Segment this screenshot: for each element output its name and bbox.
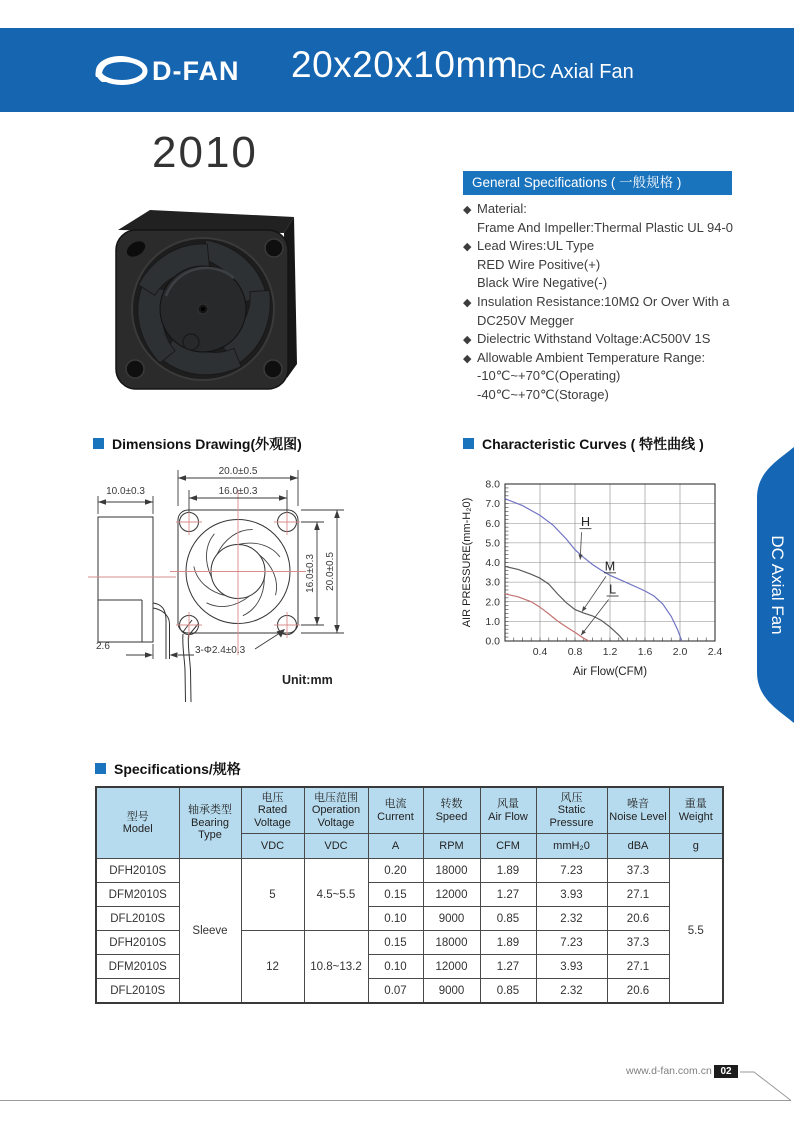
x-tick-label: 1.2 xyxy=(602,646,618,658)
specifications-heading: Specifications/规格 xyxy=(95,759,241,779)
column-header: 噪音 Noise Level xyxy=(607,787,669,834)
spec-item: ◆ Material: xyxy=(464,200,779,219)
cell-current: 0.15 xyxy=(368,931,423,955)
cell-model: DFL2010S xyxy=(96,907,179,931)
cell-speed: 9000 xyxy=(423,979,480,1004)
table-row xyxy=(96,859,723,883)
y-tick-label: 1.0 xyxy=(485,615,500,628)
cell-pressure: 2.32 xyxy=(536,907,607,931)
cell-noise: 37.3 xyxy=(607,931,669,955)
brand-name: D-FAN xyxy=(152,55,240,86)
cell-speed: 12000 xyxy=(423,955,480,979)
cell-noise: 27.1 xyxy=(607,955,669,979)
fan-photo xyxy=(114,206,299,391)
x-tick-label: 0.8 xyxy=(567,646,583,658)
cell-speed: 18000 xyxy=(423,859,480,883)
column-header: 电压范围 Operation Voltage xyxy=(304,787,368,834)
y-tick-label: 3.0 xyxy=(485,576,500,589)
dimensions-drawing xyxy=(88,456,448,714)
dim-wire-offset: 2.6 xyxy=(96,641,110,652)
cell-noise: 27.1 xyxy=(607,883,669,907)
cell-current: 0.10 xyxy=(368,907,423,931)
cell-weight: 5.5 xyxy=(669,859,723,1004)
y-tick-label: 8.0 xyxy=(485,478,500,491)
cell-bearing: Sleeve xyxy=(179,859,241,1004)
x-tick-label: 2.4 xyxy=(707,646,723,658)
cell-model: DFH2010S xyxy=(96,859,179,883)
label-arrowhead xyxy=(582,606,587,611)
cell-noise: 37.3 xyxy=(607,859,669,883)
x-tick-label: 1.6 xyxy=(637,646,653,658)
cell-voltage-range: 4.5~5.5 xyxy=(304,859,368,931)
column-header: 转数 Speed xyxy=(423,787,480,834)
unit-header: dBA xyxy=(607,834,669,859)
cell-airflow: 1.89 xyxy=(480,931,536,955)
spec-item: RED Wire Positive(+) xyxy=(477,256,601,272)
cell-model: DFM2010S xyxy=(96,955,179,979)
cell-pressure: 7.23 xyxy=(536,931,607,955)
column-header: 轴承类型 Bearing Type xyxy=(179,787,241,859)
cell-model: DFH2010S xyxy=(96,931,179,955)
cell-pressure: 3.93 xyxy=(536,883,607,907)
model-number: 2010 xyxy=(152,128,258,177)
y-tick-label: 6.0 xyxy=(485,517,500,530)
cell-model: DFL2010S xyxy=(96,979,179,1004)
cell-noise: 20.6 xyxy=(607,979,669,1004)
spec-item: ◆ Lead Wires:UL Type xyxy=(464,237,779,256)
column-header: 电压 Rated Voltage xyxy=(241,787,304,834)
page-number-badge: 02 xyxy=(714,1065,738,1078)
cell-voltage: 5 xyxy=(241,859,304,931)
cell-speed: 18000 xyxy=(423,931,480,955)
curve-L xyxy=(505,594,589,641)
cell-speed: 9000 xyxy=(423,907,480,931)
dimensions-heading: Dimensions Drawing(外观图) xyxy=(93,434,302,454)
general-specs-list xyxy=(464,200,779,405)
cell-noise: 20.6 xyxy=(607,907,669,931)
dim-unit: Unit:mm xyxy=(282,673,333,687)
x-axis-title: Air Flow(CFM) xyxy=(572,666,648,678)
y-tick-label: 2.0 xyxy=(485,596,500,609)
unit-header: CFM xyxy=(480,834,536,859)
website-url: www.d-fan.com.cn xyxy=(626,1065,712,1077)
label-arrowhead xyxy=(578,554,582,559)
cell-airflow: 0.85 xyxy=(480,979,536,1004)
dim-height-outer: 20.0±0.5 xyxy=(325,552,336,591)
cell-voltage: 12 xyxy=(241,931,304,1004)
cell-airflow: 1.27 xyxy=(480,955,536,979)
x-tick-label: 0.4 xyxy=(532,646,548,658)
unit-header: g xyxy=(669,834,723,859)
column-header: 电流 Current xyxy=(368,787,423,834)
y-tick-label: 5.0 xyxy=(485,537,500,550)
characteristic-curves-chart xyxy=(458,474,738,684)
blue-square-icon xyxy=(463,438,474,449)
curve-label-L: L xyxy=(609,582,617,597)
dim-hole-pitch-h: 16.0±0.3 xyxy=(218,486,258,497)
label-arrow-line xyxy=(582,576,606,611)
fan-swoosh-icon xyxy=(92,55,148,87)
unit-header: VDC xyxy=(304,834,368,859)
cell-airflow: 0.85 xyxy=(480,907,536,931)
page-subtitle: DC Axial Fan xyxy=(517,61,634,83)
unit-header: A xyxy=(368,834,423,859)
curve-label-H: H xyxy=(580,515,591,530)
side-tab-label: DC Axial Fan xyxy=(768,535,787,635)
specifications-table xyxy=(95,786,724,1004)
label-arrow-line xyxy=(581,600,609,636)
cell-airflow: 1.27 xyxy=(480,883,536,907)
general-specs-header: General Specifications ( 一般规格 ) xyxy=(463,171,732,195)
column-header: 型号 Model xyxy=(96,787,179,859)
spec-item: Frame And Impeller:Thermal Plastic UL 94-0 xyxy=(477,219,734,235)
spec-item: ◆ Dielectric Withstand Voltage:AC500V 1S xyxy=(464,330,779,349)
unit-header: mmH₂0 xyxy=(536,834,607,859)
y-tick-label: 4.0 xyxy=(485,557,500,569)
blue-square-icon xyxy=(95,763,106,774)
spec-item: DC250V Megger xyxy=(477,312,574,328)
y-tick-label: 0.0 xyxy=(485,635,500,648)
page-title: 20x20x10mm xyxy=(291,44,519,85)
header-bar xyxy=(0,28,794,112)
curve-M xyxy=(505,566,624,641)
y-tick-label: 7.0 xyxy=(485,498,500,511)
spec-item: ◆ Allowable Ambient Temperature Range: xyxy=(464,349,779,368)
cell-current: 0.20 xyxy=(368,859,423,883)
cell-pressure: 3.93 xyxy=(536,955,607,979)
unit-header: VDC xyxy=(241,834,304,859)
cell-voltage-range: 10.8~13.2 xyxy=(304,931,368,1004)
curve-label-M: M xyxy=(604,559,616,574)
cell-pressure: 7.23 xyxy=(536,859,607,883)
spec-item: -40℃~+70℃(Storage) xyxy=(477,386,609,402)
curves-heading: Characteristic Curves ( 特性曲线 ) xyxy=(463,434,704,454)
dim-mounting-holes: 3-Φ2.4±0.3 xyxy=(195,645,246,656)
dim-depth: 10.0±0.3 xyxy=(106,486,145,497)
cell-model: DFM2010S xyxy=(96,883,179,907)
cell-pressure: 2.32 xyxy=(536,979,607,1004)
x-tick-label: 2.0 xyxy=(672,646,688,658)
cell-current: 0.10 xyxy=(368,955,423,979)
cell-speed: 12000 xyxy=(423,883,480,907)
dim-hole-pitch-v: 16.0±0.3 xyxy=(305,554,316,593)
blue-square-icon xyxy=(93,438,104,449)
column-header: 风量 Air Flow xyxy=(480,787,536,834)
brand-logo xyxy=(92,55,240,87)
cell-current: 0.15 xyxy=(368,883,423,907)
side-tab xyxy=(748,444,794,724)
spec-item: ◆ Insulation Resistance:10MΩ Or Over With a xyxy=(464,293,779,312)
spec-item: -10℃~+70℃(Operating) xyxy=(477,368,621,384)
cell-current: 0.07 xyxy=(368,979,423,1004)
column-header: 重量 Weight xyxy=(669,787,723,834)
cell-airflow: 1.89 xyxy=(480,859,536,883)
dim-width-outer: 20.0±0.5 xyxy=(218,466,258,477)
y-axis-title: AIR PRESSURE(mm-H₂0) xyxy=(461,497,473,628)
unit-header: RPM xyxy=(423,834,480,859)
column-header: 风压 Static Pressure xyxy=(536,787,607,834)
label-arrowhead xyxy=(581,630,586,635)
spec-item: Black Wire Negative(-) xyxy=(477,275,608,291)
